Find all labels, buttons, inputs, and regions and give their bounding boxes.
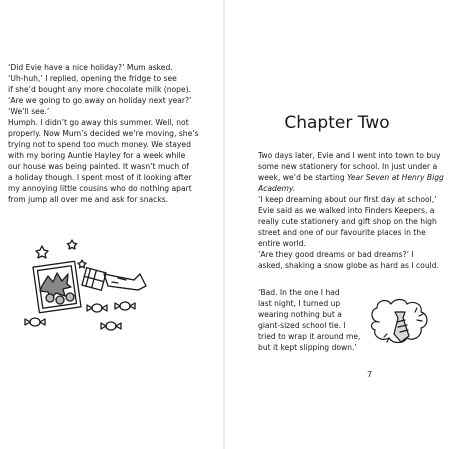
text-line: ‘Bad. In the one I had xyxy=(258,288,340,297)
text-line: Humph. I didn’t go away this summer. Well, not xyxy=(8,118,189,127)
text-line: really cute stationery and gift shop on the high xyxy=(258,217,437,226)
text-line: ‘We’ll see.’ xyxy=(8,107,50,116)
sweet-icon xyxy=(115,302,135,310)
chapter-title: Chapter Two xyxy=(284,113,390,133)
text-line: ‘I keep dreaming about our first day at school,’ xyxy=(258,195,437,204)
text-segment: week, we’d be starting xyxy=(258,173,348,182)
text-line: Evie said as we walked into Finders Keepers, a xyxy=(258,206,435,215)
text-line: ‘Are we going to go away on holiday next year?’ xyxy=(8,96,192,105)
text-line: tried to wrap it around me, xyxy=(258,332,361,341)
text-line: trying not to spend too much money. We stayed xyxy=(8,140,191,149)
text-line xyxy=(258,183,448,194)
text-line: giant-sized school tie. I xyxy=(258,321,346,330)
star-icon xyxy=(36,246,48,258)
wrapper-icon xyxy=(104,274,146,290)
text-line: my annoying little cousins who do nothing apart xyxy=(8,184,192,193)
text-line: ‘Uh-huh,’ I replied, opening the fridge to see xyxy=(8,74,177,83)
text-line: entire world. xyxy=(258,239,306,248)
school-tie-dream-cloud-illustration xyxy=(365,296,437,358)
text-line: wearing nothing but a xyxy=(258,310,342,319)
sweet-icon xyxy=(87,304,107,312)
right-page xyxy=(225,0,449,449)
text-line xyxy=(258,172,448,183)
right-page-text xyxy=(258,150,448,271)
text-line: asked, shaking a snow globe as hard as I could. xyxy=(258,261,439,270)
sweet-icon xyxy=(101,322,121,330)
sweet-icon xyxy=(25,318,45,326)
page-number: 7 xyxy=(367,370,373,379)
text-line: but it kept slipping down.’ xyxy=(258,343,357,352)
text-line: our house was being painted. It wasn’t much of xyxy=(8,162,189,171)
left-page-text xyxy=(8,62,218,205)
text-line: some new stationery for school. In just under a xyxy=(258,162,438,171)
text-line: ‘Are they good dreams or bad dreams?’ I xyxy=(258,250,414,259)
text-line: with my boring Auntie Hayley for a week while xyxy=(8,151,186,160)
text-line: properly. Now Mum’s decided we’re moving, she’s xyxy=(8,129,199,138)
text-line: from jump all over me and ask for snacks. xyxy=(8,195,169,204)
school-tie-icon xyxy=(394,312,409,342)
left-page xyxy=(0,0,224,449)
text-line: if she’d bought any more chocolate milk (nope). xyxy=(8,85,192,94)
text-line: ‘Did Evie have a nice holiday?’ Mum asked. xyxy=(8,63,173,72)
souvenirs-doodle-illustration xyxy=(22,236,158,340)
text-line: a holiday though. I spent most of it looking after xyxy=(8,173,192,182)
star-icon xyxy=(78,260,86,268)
italic-phrase: Year Seven at Henry Bigg xyxy=(347,173,444,182)
italic-phrase-end: Academy. xyxy=(258,184,296,193)
star-icon xyxy=(67,240,76,249)
text-line: Two days later, Evie and I went into town to buy xyxy=(258,151,441,160)
text-line: last night, I turned up xyxy=(258,299,341,308)
text-line: street and one of our favourite places in the xyxy=(258,228,426,237)
